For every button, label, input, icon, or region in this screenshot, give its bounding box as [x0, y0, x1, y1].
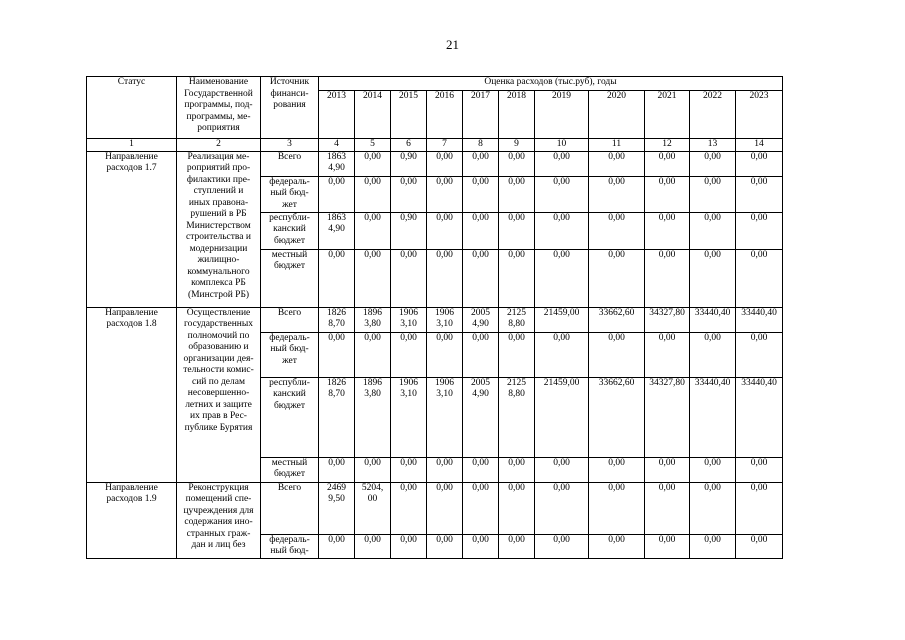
funding-source-cell: федераль- ный бюд- жет [261, 332, 319, 377]
value-cell: 33662,60 [589, 377, 645, 457]
program-name-cell: Осуществление государственных полномочий по образованию и организации дея- тельности комис- сий по делам несовершенно- летних и защите их прав в Рес- публике Бурятия [177, 307, 261, 482]
header-column-number: 10 [535, 139, 589, 152]
value-cell: 21459,00 [535, 307, 589, 332]
value-cell: 0,00 [499, 249, 535, 307]
value-cell: 0,00 [645, 176, 690, 212]
value-cell: 0,00 [391, 332, 427, 377]
funding-source-cell: федераль- ный бюд- [261, 534, 319, 558]
value-cell: 33440,40 [690, 307, 736, 332]
value-cell: 0,00 [355, 151, 391, 176]
value-cell: 0,00 [355, 212, 391, 249]
header-year-cell: 2023 [736, 91, 783, 139]
value-cell: 0,00 [645, 534, 690, 558]
value-cell: 34327,80 [645, 307, 690, 332]
value-cell: 0,00 [391, 176, 427, 212]
value-cell: 2005 4,90 [463, 377, 499, 457]
value-cell: 0,00 [589, 534, 645, 558]
value-cell: 1826 8,70 [319, 307, 355, 332]
value-cell: 0,00 [463, 176, 499, 212]
value-cell: 1906 3,10 [427, 307, 463, 332]
value-cell: 0,00 [645, 151, 690, 176]
value-cell: 0,00 [391, 534, 427, 558]
value-cell: 2005 4,90 [463, 307, 499, 332]
value-cell: 0,00 [690, 482, 736, 534]
value-cell: 0,00 [499, 151, 535, 176]
value-cell: 2469 9,50 [319, 482, 355, 534]
table-body [87, 77, 783, 559]
value-cell: 0,00 [427, 332, 463, 377]
value-cell: 0,00 [427, 482, 463, 534]
header-column-number: 12 [645, 139, 690, 152]
value-cell: 0,00 [736, 151, 783, 176]
value-cell: 0,00 [463, 534, 499, 558]
value-cell: 0,00 [589, 249, 645, 307]
value-cell: 0,00 [589, 482, 645, 534]
value-cell: 0,00 [427, 151, 463, 176]
value-cell: 0,00 [690, 457, 736, 482]
value-cell: 0,00 [645, 332, 690, 377]
table-row [87, 307, 783, 332]
value-cell: 0,00 [535, 457, 589, 482]
value-cell: 0,00 [391, 249, 427, 307]
value-cell: 33662,60 [589, 307, 645, 332]
value-cell: 0,00 [319, 534, 355, 558]
value-cell: 0,00 [427, 249, 463, 307]
value-cell: 0,00 [535, 534, 589, 558]
value-cell: 1906 3,10 [427, 377, 463, 457]
value-cell: 0,00 [736, 482, 783, 534]
funding-source-cell: Всего [261, 151, 319, 176]
funding-source-cell: республи- канский бюджет [261, 377, 319, 457]
value-cell: 0,00 [736, 534, 783, 558]
funding-source-cell: Всего [261, 307, 319, 332]
header-column-number: 4 [319, 139, 355, 152]
value-cell: 0,00 [427, 457, 463, 482]
value-cell: 0,00 [645, 212, 690, 249]
value-cell: 2125 8,80 [499, 307, 535, 332]
value-cell: 0,00 [535, 176, 589, 212]
value-cell: 0,00 [535, 482, 589, 534]
value-cell: 1863 4,90 [319, 151, 355, 176]
value-cell: 33440,40 [690, 377, 736, 457]
header-column-number: 8 [463, 139, 499, 152]
value-cell: 0,00 [355, 249, 391, 307]
value-cell: 0,00 [589, 212, 645, 249]
value-cell: 0,00 [589, 332, 645, 377]
header-year-cell: 2022 [690, 91, 736, 139]
value-cell: 0,00 [499, 212, 535, 249]
header-column-number: 7 [427, 139, 463, 152]
value-cell: 0,00 [645, 249, 690, 307]
value-cell: 0,00 [355, 332, 391, 377]
header-year-cell: 2015 [391, 91, 427, 139]
value-cell: 0,00 [690, 534, 736, 558]
funding-source-cell: Всего [261, 482, 319, 534]
value-cell: 0,00 [319, 457, 355, 482]
header-year-cell: 2014 [355, 91, 391, 139]
value-cell: 0,00 [499, 534, 535, 558]
value-cell: 0,00 [427, 534, 463, 558]
funding-source-cell: федераль- ный бюд- жет [261, 176, 319, 212]
value-cell: 0,00 [690, 151, 736, 176]
budget-table [86, 76, 783, 559]
header-column-numbers-row [87, 139, 783, 152]
value-cell: 5204, 00 [355, 482, 391, 534]
header-funding-source: Источник финанси- рования [261, 77, 319, 139]
value-cell: 0,00 [499, 457, 535, 482]
value-cell: 0,00 [589, 457, 645, 482]
value-cell: 0,00 [589, 176, 645, 212]
table-row [87, 151, 783, 176]
value-cell: 0,00 [463, 249, 499, 307]
funding-source-cell: республи- канский бюджет [261, 212, 319, 249]
value-cell: 0,00 [690, 212, 736, 249]
page-number: 21 [446, 37, 459, 52]
value-cell: 34327,80 [645, 377, 690, 457]
header-column-number: 1 [87, 139, 177, 152]
value-cell: 0,00 [736, 212, 783, 249]
value-cell: 0,00 [319, 249, 355, 307]
value-cell: 0,00 [535, 332, 589, 377]
value-cell: 1906 3,10 [391, 377, 427, 457]
value-cell: 33440,40 [736, 307, 783, 332]
value-cell: 0,00 [355, 457, 391, 482]
value-cell: 0,00 [463, 482, 499, 534]
header-expense-estimate: Оценка расходов (тыс.руб), годы [319, 77, 783, 91]
value-cell: 0,00 [427, 212, 463, 249]
value-cell: 0,00 [690, 332, 736, 377]
value-cell: 0,00 [690, 176, 736, 212]
header-column-number: 3 [261, 139, 319, 152]
program-name-cell: Реализация ме- роприятий про- филактики пре- ступлений и иных правона- рушений в РБ Министерством строительства и модернизации жилищно- коммунального комплекса РБ (Минстрой РБ) [177, 151, 261, 307]
value-cell: 0,00 [463, 151, 499, 176]
value-cell: 1906 3,10 [391, 307, 427, 332]
header-column-number: 9 [499, 139, 535, 152]
value-cell: 0,00 [427, 176, 463, 212]
value-cell: 0,00 [463, 457, 499, 482]
value-cell: 0,90 [391, 212, 427, 249]
value-cell: 1863 4,90 [319, 212, 355, 249]
value-cell: 0,90 [391, 151, 427, 176]
value-cell: 0,00 [736, 176, 783, 212]
header-column-number: 6 [391, 139, 427, 152]
value-cell: 0,00 [535, 212, 589, 249]
header-year-cell: 2021 [645, 91, 690, 139]
value-cell: 0,00 [319, 176, 355, 212]
header-year-cell: 2016 [427, 91, 463, 139]
header-column-number: 13 [690, 139, 736, 152]
value-cell: 0,00 [736, 249, 783, 307]
value-cell: 0,00 [499, 482, 535, 534]
value-cell: 1826 8,70 [319, 377, 355, 457]
value-cell: 0,00 [355, 176, 391, 212]
value-cell: 0,00 [499, 332, 535, 377]
value-cell: 0,00 [736, 332, 783, 377]
header-column-number: 14 [736, 139, 783, 152]
value-cell: 0,00 [463, 212, 499, 249]
value-cell: 0,00 [645, 457, 690, 482]
header-status: Статус [87, 77, 177, 139]
value-cell: 2125 8,80 [499, 377, 535, 457]
header-program-name: Наименование Государственной программы, под- программы, ме- роприятия [177, 77, 261, 139]
value-cell: 0,00 [391, 482, 427, 534]
funding-source-cell: местный бюджет [261, 457, 319, 482]
header-year-cell: 2017 [463, 91, 499, 139]
value-cell: 0,00 [391, 457, 427, 482]
table-row [87, 482, 783, 534]
value-cell: 1896 3,80 [355, 377, 391, 457]
value-cell: 0,00 [589, 151, 645, 176]
header-year-cell: 2018 [499, 91, 535, 139]
value-cell: 1896 3,80 [355, 307, 391, 332]
header-year-cell: 2019 [535, 91, 589, 139]
value-cell: 0,00 [355, 534, 391, 558]
program-name-cell: Реконструкция помещений спе- цучреждения для содержания ино- странных граж- дан и лиц без [177, 482, 261, 558]
header-column-number: 11 [589, 139, 645, 152]
status-cell: Направление расходов 1.7 [87, 151, 177, 307]
value-cell: 0,00 [736, 457, 783, 482]
header-column-number: 5 [355, 139, 391, 152]
value-cell: 0,00 [535, 249, 589, 307]
value-cell: 21459,00 [535, 377, 589, 457]
value-cell: 0,00 [690, 249, 736, 307]
header-year-cell: 2013 [319, 91, 355, 139]
value-cell: 33440,40 [736, 377, 783, 457]
status-cell: Направление расходов 1.8 [87, 307, 177, 482]
value-cell: 0,00 [463, 332, 499, 377]
value-cell: 0,00 [499, 176, 535, 212]
status-cell: Направление расходов 1.9 [87, 482, 177, 558]
funding-source-cell: местный бюджет [261, 249, 319, 307]
header-column-number: 2 [177, 139, 261, 152]
header-year-cell: 2020 [589, 91, 645, 139]
value-cell: 0,00 [535, 151, 589, 176]
value-cell: 0,00 [645, 482, 690, 534]
value-cell: 0,00 [319, 332, 355, 377]
